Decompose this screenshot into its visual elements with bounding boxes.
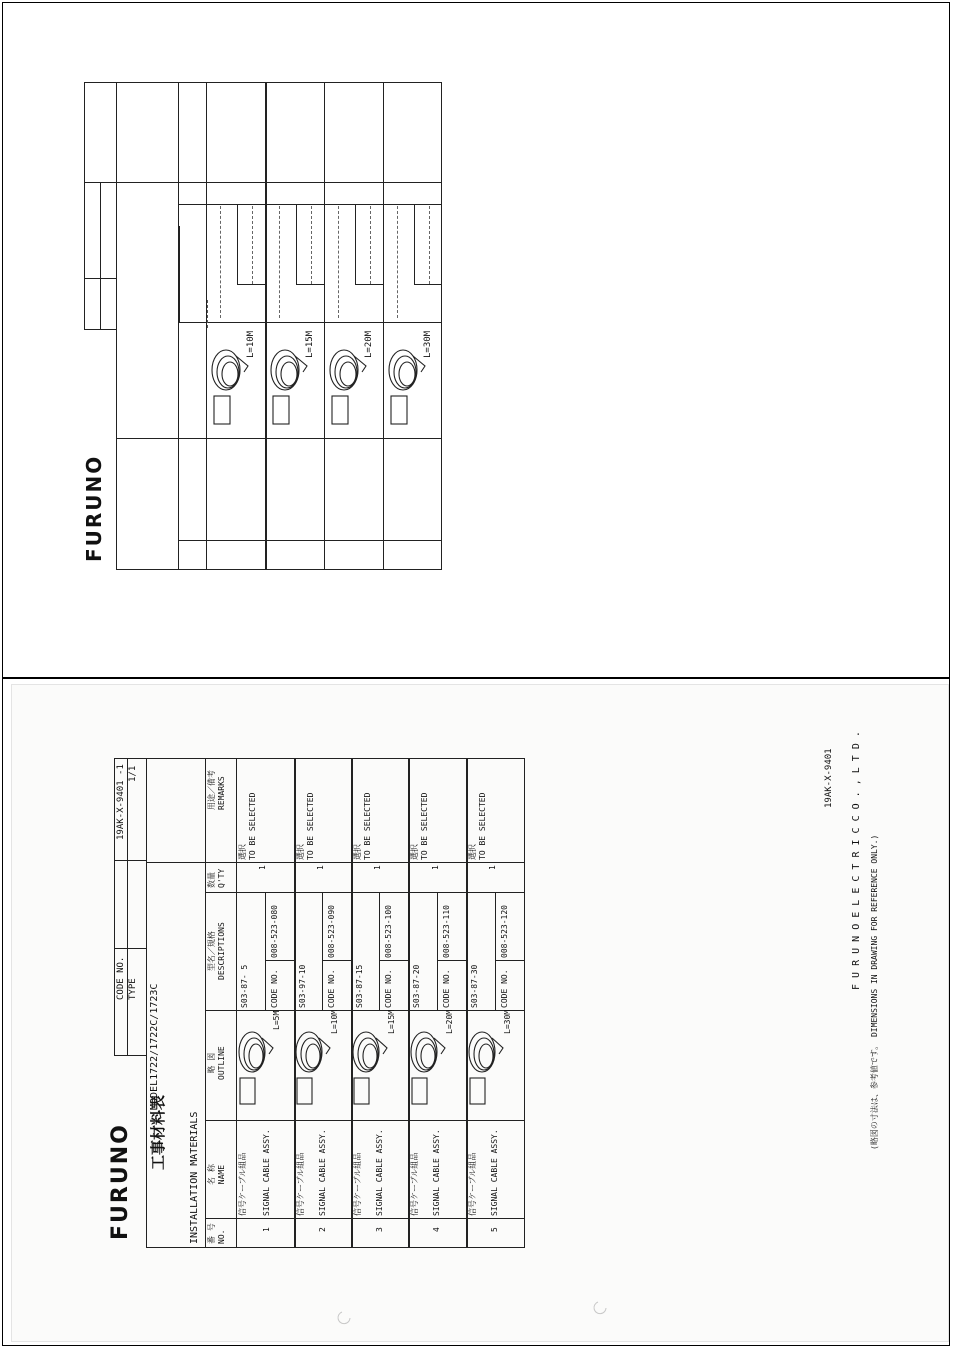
top-length-3: L=20M: [364, 330, 374, 358]
row-1-code-label: CODE NO.: [270, 969, 279, 1008]
row-5-name: SIGNAL CABLE ASSY.: [490, 1129, 499, 1216]
row-5-qty: 1: [488, 865, 497, 870]
cable-coil-4: [411, 1032, 445, 1104]
cable-coil-5: [469, 1032, 503, 1104]
row-2-name-jp: 信号ケーブル組品: [296, 1152, 305, 1216]
cable-coil-2: [296, 1032, 330, 1104]
header-qty: 数量 Q'TY: [207, 868, 226, 888]
row-1-qty: 1: [258, 865, 267, 870]
row-3-name-jp: 信号ケーブル組品: [353, 1152, 362, 1216]
row-2-length: L=10M: [330, 1009, 339, 1034]
row-2-name: SIGNAL CABLE ASSY.: [318, 1129, 327, 1216]
header-name: 名 称 NAME: [207, 1164, 226, 1185]
row-1-type: S03-87- 5: [240, 964, 249, 1008]
row-1-no: 1: [262, 1227, 271, 1232]
row-5-type: S03-87-30: [470, 964, 479, 1008]
row-5-code-label: CODE NO.: [500, 969, 509, 1008]
row-1-name: SIGNAL CABLE ASSY.: [262, 1129, 271, 1216]
header-no: 番 号 NO.: [207, 1223, 226, 1244]
header-outline: 略 図 OUTLINE: [207, 1046, 226, 1080]
top-length-4: L=30M: [423, 330, 433, 358]
top-length-1: L=10M: [246, 330, 256, 358]
row-1-code: 008-523-080: [270, 905, 279, 958]
row-3-remarks-jp: 選択: [353, 844, 362, 860]
row-4-name: SIGNAL CABLE ASSY.: [432, 1129, 441, 1216]
row-4-remarks: TO BE SELECTED: [420, 792, 429, 860]
top-furuno-logo: FURUNO: [82, 454, 106, 562]
top-length-2: L=15M: [305, 330, 315, 358]
row-5-name-jp: 信号ケーブル組品: [468, 1152, 477, 1216]
row-2-code: 008-523-090: [327, 905, 336, 958]
type-label: TYPE: [128, 978, 138, 1000]
drawing-number: 19AK-X-9401 -1: [116, 764, 126, 840]
row-5-length: L=30M: [503, 1009, 512, 1034]
cable-coil-3: [353, 1032, 387, 1104]
row-2-qty: 1: [316, 865, 325, 870]
row-4-remarks-jp: 選択: [410, 844, 419, 860]
code-no-label: CODE NO.: [116, 956, 126, 1000]
row-4-no: 4: [432, 1227, 441, 1232]
row-3-code-label: CODE NO.: [384, 969, 393, 1008]
sheet-title-en: INSTALLATION MATERIALS: [189, 1111, 200, 1244]
sheet-title-jp: 工事材料表: [149, 1094, 167, 1170]
page-number: 1/1: [128, 765, 138, 782]
row-1-remarks-jp: 選択: [238, 844, 247, 860]
row-4-qty: 1: [431, 865, 440, 870]
row-3-qty: 1: [373, 865, 382, 870]
row-5-code: 008-523-120: [500, 905, 509, 958]
row-4-name-jp: 信号ケーブル組品: [410, 1152, 419, 1216]
row-3-remarks: TO BE SELECTED: [363, 792, 372, 860]
row-5-remarks-jp: 選択: [468, 844, 477, 860]
bottom-furuno-logo: FURUNO: [108, 1123, 133, 1240]
row-2-no: 2: [318, 1227, 327, 1232]
footer-company: F U R U N O E L E C T R I C C O . , L T D .: [851, 731, 862, 990]
row-3-type: S03-87-15: [355, 964, 364, 1008]
row-1-length: L=5M: [272, 1010, 281, 1030]
row-4-code-label: CODE NO.: [442, 969, 451, 1008]
header-remarks: 用途／備考 REMARKS: [207, 770, 226, 810]
row-1-name-jp: 信号ケーブル組品: [238, 1152, 247, 1216]
row-3-name: SIGNAL CABLE ASSY.: [375, 1129, 384, 1216]
row-2-type: S03-97-10: [298, 964, 307, 1008]
row-2-code-label: CODE NO.: [327, 969, 336, 1008]
row-5-remarks: TO BE SELECTED: [478, 792, 487, 860]
row-1-remarks: TO BE SELECTED: [248, 792, 257, 860]
footer-note: (略図の寸法は、参考値です。 DIMENSIONS IN DRAWING FOR REFERENCE ONLY.): [870, 834, 879, 1150]
row-3-no: 3: [375, 1227, 384, 1232]
header-descriptions: 型名／規格 DESCRIPTIONS: [207, 922, 226, 980]
row-2-remarks-jp: 選択: [296, 844, 305, 860]
row-3-length: L=15M: [387, 1009, 396, 1034]
row-2-remarks: TO BE SELECTED: [306, 792, 315, 860]
footer-drawing-number: 19AK-X-9401: [824, 748, 834, 808]
model-label: MODEL1722/1722C/1723C: [149, 983, 160, 1110]
row-4-code: 008-523-110: [442, 905, 451, 958]
row-3-code: 008-523-100: [384, 905, 393, 958]
row-4-length: L=20M: [445, 1009, 454, 1034]
row-4-type: S03-87-20: [412, 964, 421, 1008]
cable-coil-1: [239, 1032, 273, 1104]
row-5-no: 5: [490, 1227, 499, 1232]
